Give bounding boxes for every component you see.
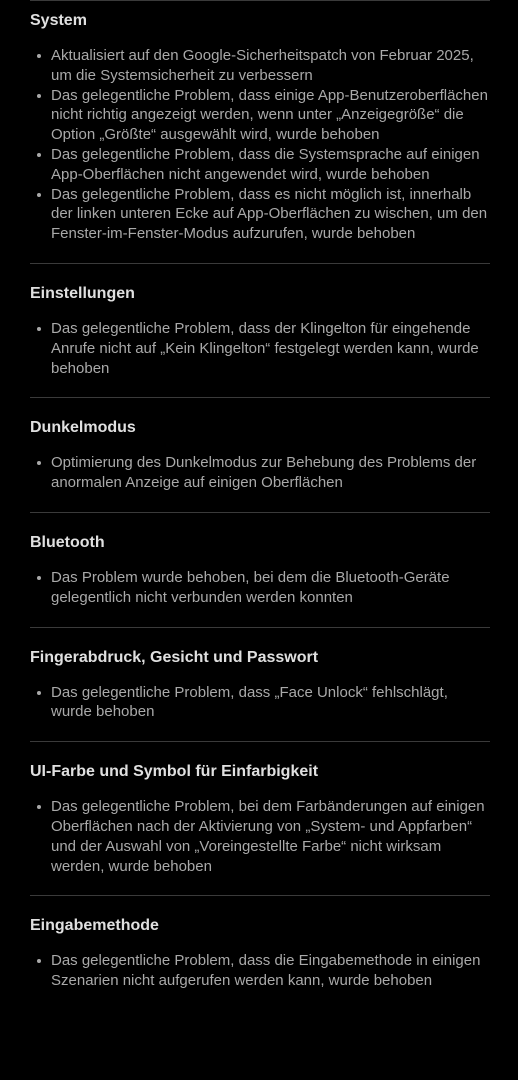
bullet-list	[30, 453, 490, 493]
list-item-text: Aktualisiert auf den Google-Sicherheitspatch von Februar 2025, um die Systemsicherheit zu verbessern	[51, 47, 474, 84]
list-item-text: Das gelegentliche Problem, dass einige App-Benutzeroberflächen nicht richtig angezeigt werden, wenn unter „Anzeigegröße“ die Option „Größte“ ausgewählt wird, wurde behoben	[51, 86, 488, 144]
list-item	[30, 145, 490, 185]
section-bluetooth	[30, 513, 490, 628]
list-item	[30, 319, 490, 378]
section-title: Fingerabdruck, Gesicht und Passwort	[30, 648, 319, 666]
list-item	[30, 185, 490, 244]
list-item-text: Das gelegentliche Problem, dass die Eingabemethode in einigen Szenarien nicht aufgerufen werden kann, wurde behoben	[51, 952, 481, 990]
list-item-text: Optimierung des Dunkelmodus zur Behebung des Problems der anormalen Anzeige auf einigen Oberflächen	[51, 454, 477, 492]
list-item-text: Das gelegentliche Problem, dass die Systemsprache auf einigen App-Oberflächen nicht angewendet wird, wurde behoben	[51, 145, 480, 183]
list-item-text: Das Problem wurde behoben, bei dem die Bluetooth-Geräte gelegentlich nicht verbunden werden konnten	[51, 568, 450, 606]
section-ui-farbe-symbol	[30, 742, 490, 896]
list-item	[30, 797, 490, 876]
bullet-dot-icon	[37, 94, 41, 98]
list-item-text: Das gelegentliche Problem, bei dem Farbänderungen auf einigen Oberflächen nach der Aktivierung von „System- und Appfarben“ und der Auswahl von „Voreingestellte Farbe“ nicht wirksam werden, wurde behoben	[51, 798, 485, 875]
bullet-dot-icon	[37, 959, 41, 963]
bullet-list	[30, 951, 490, 991]
bullet-dot-icon	[37, 691, 41, 695]
list-item	[30, 86, 490, 145]
section-title: Bluetooth	[30, 533, 105, 551]
bullet-list	[30, 46, 490, 244]
bullet-list	[30, 683, 490, 723]
bullet-dot-icon	[37, 461, 41, 465]
list-item-text: Das gelegentliche Problem, dass „Face Unlock“ fehlschlägt, wurde behoben	[51, 683, 448, 721]
section-eingabemethode	[30, 896, 490, 991]
bullet-dot-icon	[37, 327, 41, 331]
bullet-list	[30, 797, 490, 876]
section-title: Einstellungen	[30, 284, 135, 302]
list-item	[30, 683, 490, 723]
bullet-list	[30, 319, 490, 378]
section-fingerabdruck-gesicht-passwort	[30, 628, 490, 743]
list-item	[30, 453, 490, 493]
list-item-text: Das gelegentliche Problem, dass der Klingelton für eingehende Anrufe nicht auf „Kein Klingelton“ festgelegt werden kann, wurde behoben	[51, 319, 479, 377]
bullet-list	[30, 568, 490, 608]
list-item	[30, 46, 490, 86]
section-einstellungen	[30, 264, 490, 398]
bullet-dot-icon	[37, 576, 41, 580]
bullet-dot-icon	[37, 153, 41, 157]
bullet-dot-icon	[37, 54, 41, 58]
list-item	[30, 568, 490, 608]
list-item	[30, 951, 490, 991]
bullet-dot-icon	[37, 805, 41, 809]
section-title: UI-Farbe und Symbol für Einfarbigkeit	[30, 763, 319, 781]
list-item-text: Das gelegentliche Problem, dass es nicht möglich ist, innerhalb der linken unteren Ecke auf App-Oberflächen zu wischen, um den Fenster-im-Fenster-Modus aufzurufen, wurde behoben	[51, 185, 488, 243]
section-system	[30, 0, 490, 264]
section-dunkelmodus	[30, 398, 490, 513]
section-title: Eingabemethode	[30, 917, 159, 935]
bullet-dot-icon	[37, 193, 41, 197]
section-title: System	[30, 12, 87, 29]
section-title: Dunkelmodus	[30, 419, 136, 437]
